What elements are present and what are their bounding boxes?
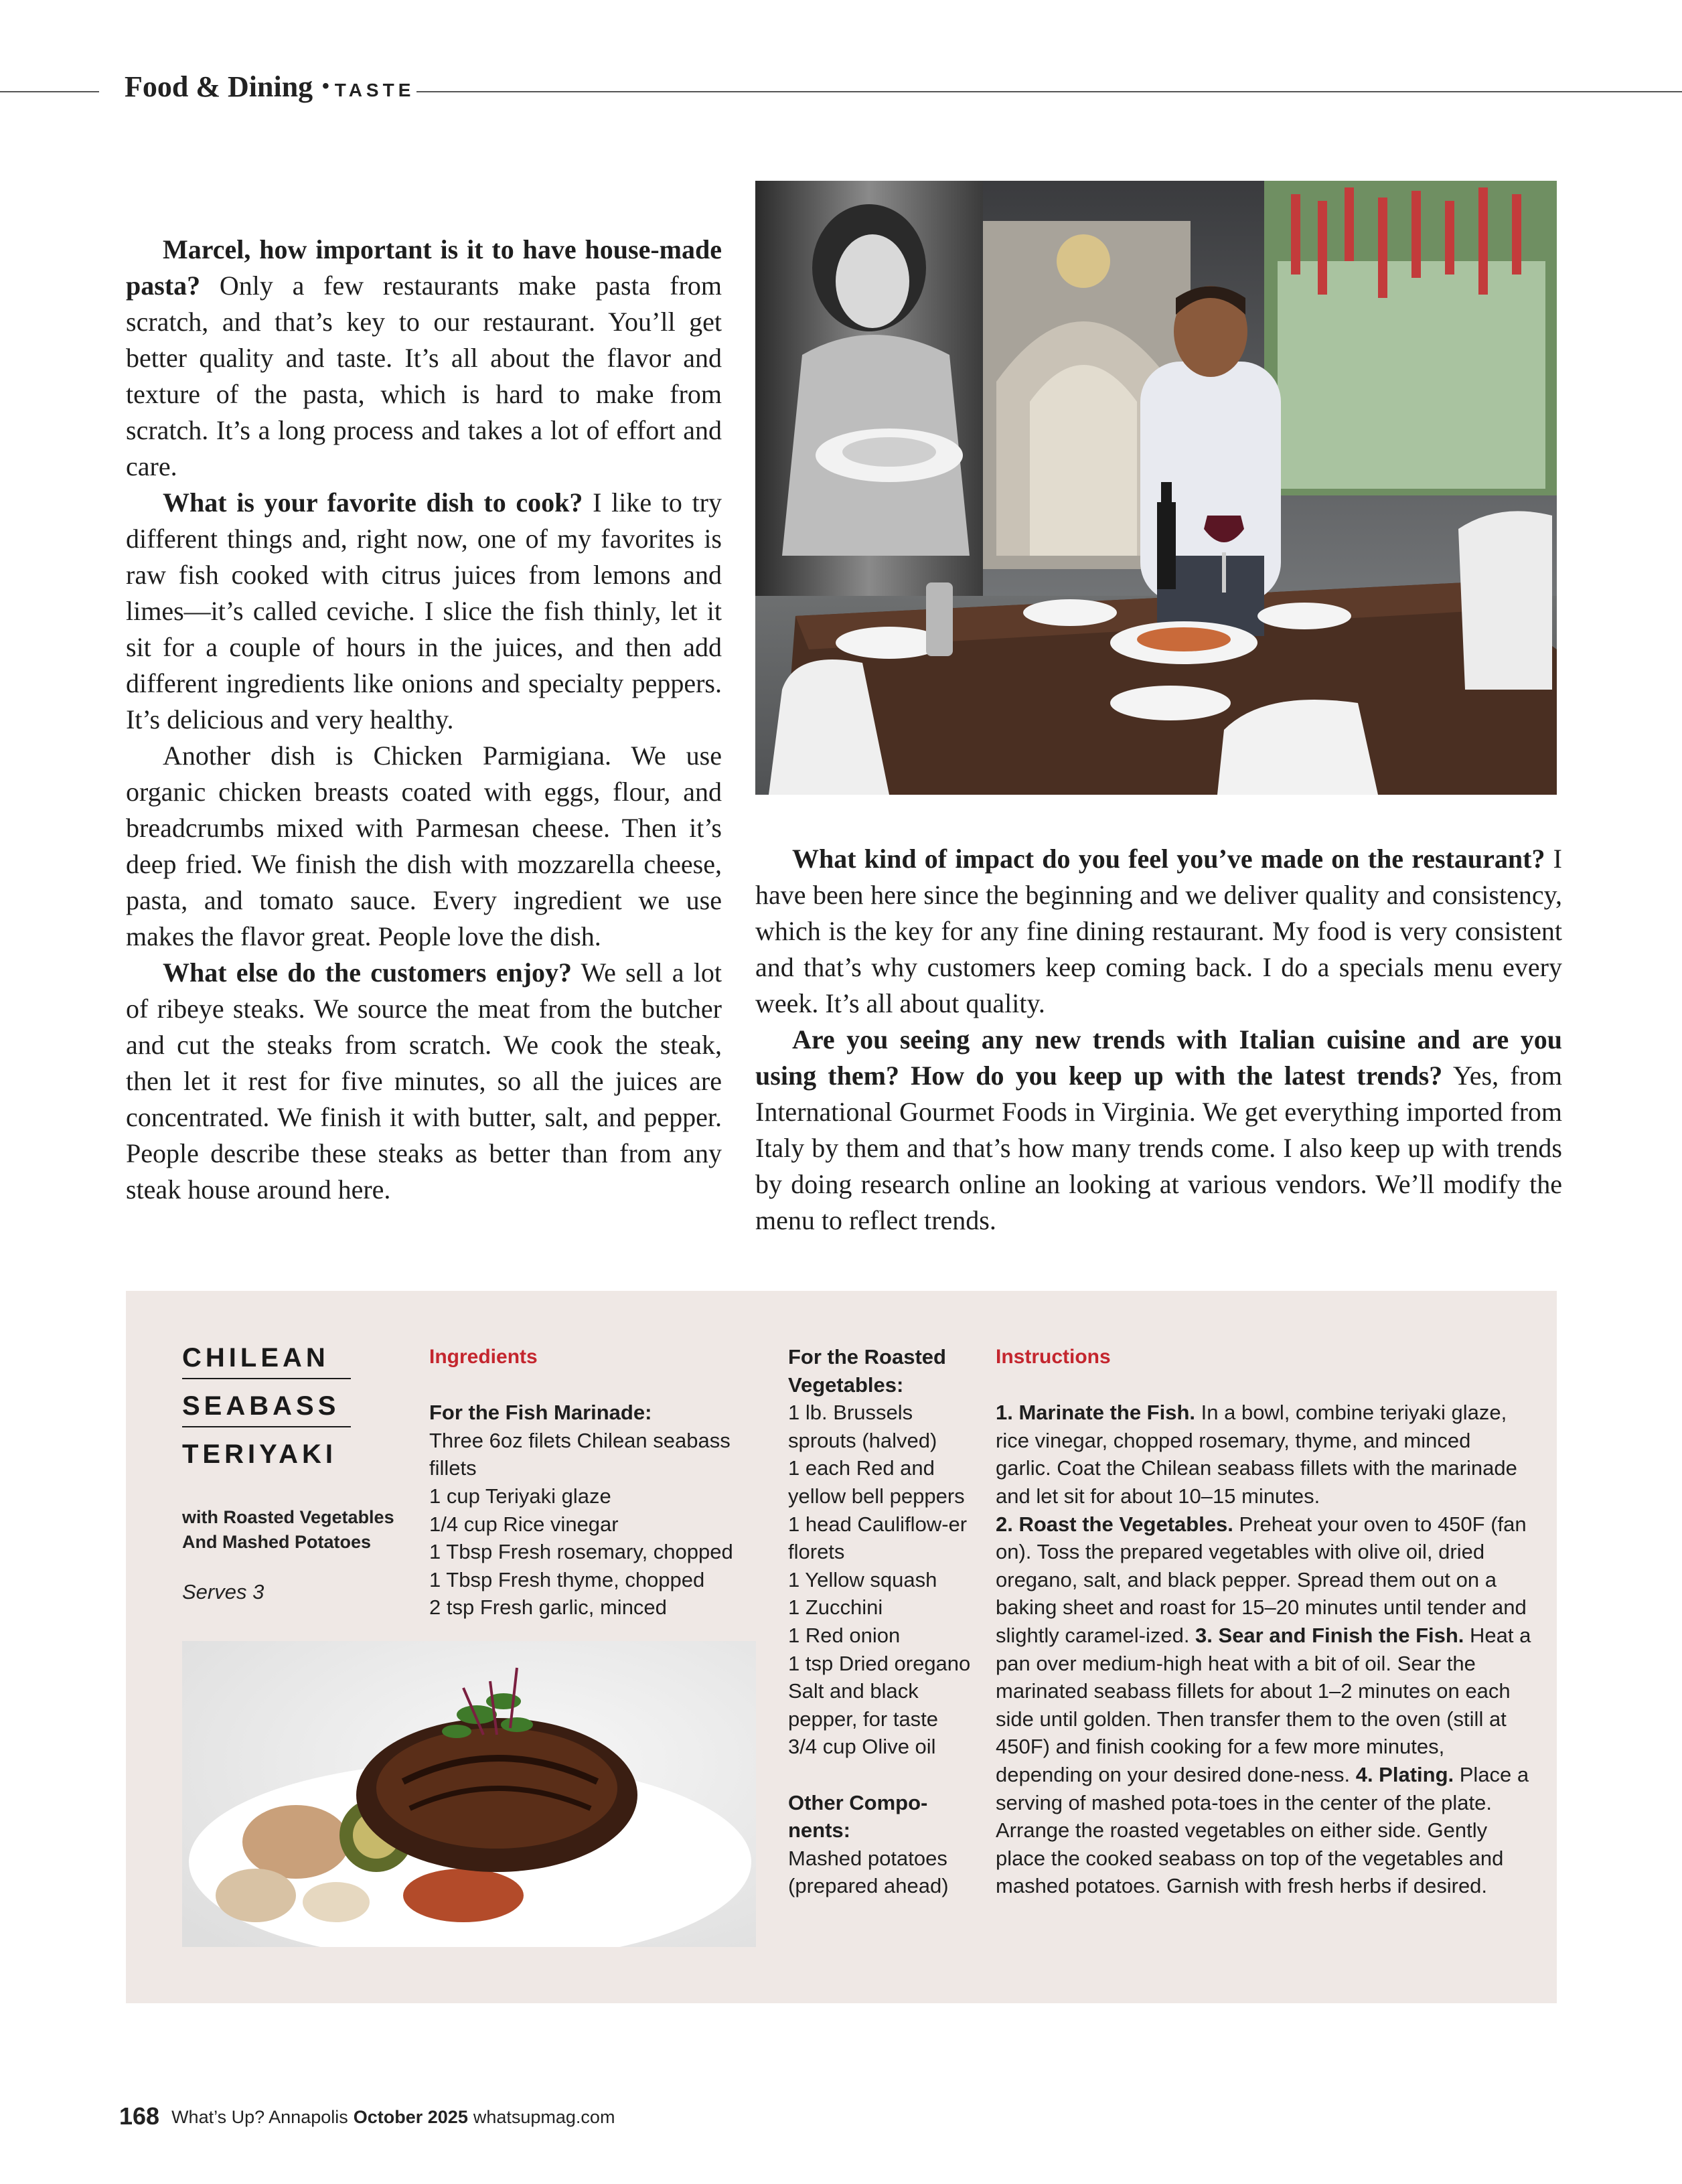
article-left-column [126, 232, 722, 1208]
recipe-title [182, 1342, 351, 1485]
ingredient-item: 1 Zucchini [788, 1595, 883, 1620]
chef-photo [755, 181, 1557, 795]
instructions-heading: Instructions [996, 1346, 1111, 1368]
instruction-text [996, 1399, 1531, 1900]
vegetables-column [788, 1343, 982, 1900]
ingredient-item: 1 Tbsp Fresh rosemary, chopped [429, 1540, 733, 1564]
subsection-name: TASTE [334, 80, 415, 100]
website-url: whatsupmag.com [473, 2107, 615, 2127]
publication-name: What’s Up? Annapolis [171, 2107, 348, 2127]
recipe-title-line: SEABASS [182, 1390, 351, 1427]
vegetables-heading: For the Roasted Vegetables: [788, 1345, 946, 1397]
question: Marcel, how important is it to have house-made pasta? [126, 234, 722, 301]
question: Are you seeing any new trends with Italian cuisine and are you using them? How do you keep up with the latest trends? [755, 1024, 1562, 1091]
article-right-column [755, 841, 1562, 1239]
ingredient-item: Salt and black pepper, for taste [788, 1679, 939, 1731]
paragraph [126, 232, 722, 485]
recipe-subtitle-line: And Mashed Potatoes [182, 1532, 372, 1552]
ingredients-heading: Ingredients [429, 1346, 538, 1368]
answer: I like to try different things and, right now, one of my favorites is raw fish cooked with citrus juices from lemons and limes—it’s called ceviche. I slice the fish thinly, let it sit for a couple of hours in the juices, and then add different ingredients like onions and specialty peppers. It’s delicious and very healthy. [126, 487, 722, 734]
section-name: Food & Dining [125, 70, 313, 103]
recipe-title-line: TERIYAKI [182, 1439, 337, 1469]
answer: We sell a lot of ribeye steaks. We source the meat from the butcher and cut the steaks from scratch. We cook the steak, then let it rest for five minutes, so all the juices are concentrated. We finish it with butter, salt, and pepper. People describe these steaks as better than from any steak house around here. [126, 957, 722, 1204]
ingredient-item: 1 Yellow squash [788, 1567, 937, 1591]
issue-date: October 2025 [353, 2107, 468, 2127]
step-title: 1. Marinate the Fish. [996, 1401, 1196, 1425]
recipe-subtitle-line: with Roasted Vegetables [182, 1507, 394, 1527]
question: What else do the customers enjoy? [163, 957, 572, 988]
paragraph [755, 841, 1562, 1022]
ingredient-item: 1 cup Teriyaki glaze [429, 1484, 611, 1508]
header-rule-left [0, 91, 99, 92]
instructions-column [996, 1343, 1531, 1900]
ingredient-item: 1 each Red and yellow bell peppers [788, 1456, 965, 1508]
answer: Only a few restaurants make pasta from scratch, and that’s key to our restaurant. You’ll get better quality and taste. It’s all about the flavor and texture of the pasta, which is hard to make from scratch. It’s a long process and takes a lot of effort and care. [126, 270, 722, 481]
ingredient-item: Three 6oz filets Chilean seabass fillets [429, 1428, 731, 1480]
marinade-heading: For the Fish Marinade: [429, 1401, 652, 1425]
recipe-serves: Serves 3 [182, 1580, 264, 1604]
seabass-dish-photo [182, 1641, 756, 1947]
answer: Another dish is Chicken Parmigiana. We use organic chicken breasts coated with eggs, flour, and breadcrumbs mixed with Parmesan cheese. Then it’s deep fried. We finish the dish with mozzarella cheese, pasta, and tomato sauce. Every ingredient we use makes the flavor great. People love the dish. [126, 740, 722, 951]
ingredient-item: 1 head Cauliflow-er florets [788, 1512, 968, 1564]
recipe-subtitle [182, 1505, 410, 1555]
section-header [125, 70, 414, 104]
question: What is your favorite dish to cook? [163, 487, 583, 518]
ingredient-item: 1 Red onion [788, 1623, 901, 1647]
question: What kind of impact do you feel you’ve made on the restaurant? [792, 844, 1545, 874]
header-rule-right [416, 91, 1682, 92]
ingredient-item: 1 tsp Dried oregano [788, 1651, 971, 1675]
step-text: In a bowl, combine teriyaki glaze, rice vinegar, chopped rosemary, thyme, and minced garlic. Coat the Chilean seabass fillets with the marinade and let sit for about 10–15 minutes. [996, 1401, 1517, 1508]
paragraph [126, 485, 722, 738]
recipe-title-line: CHILEAN [182, 1342, 351, 1379]
ingredient-item: 3/4 cup Olive oil [788, 1735, 936, 1759]
paragraph [126, 955, 722, 1208]
ingredient-item: Mashed potatoes (prepared ahead) [788, 1846, 949, 1898]
step-title: 4. Plating. [1355, 1762, 1454, 1786]
paragraph [126, 738, 722, 955]
step-text: Heat a pan over medium-high heat with a bit of oil. Sear the marinated seabass fillets for about 1–2 minutes on each side until golden. Then transfer them to the oven (still at 450F) and finish cooking for a few more minutes, depending on your desired done-ness. [996, 1623, 1531, 1786]
paragraph [755, 1022, 1562, 1239]
other-components-heading: Other Compo-nents: [788, 1790, 928, 1843]
ingredient-item: 1/4 cup Rice vinegar [429, 1512, 619, 1536]
page-footer [119, 2101, 615, 2129]
answer: Yes, from International Gourmet Foods in Virginia. We get everything imported from Italy by them and that’s how many trends come. I also keep up with trends by doing research online an looking at various vendors. We’ll modify the menu to reflect trends. [755, 1061, 1562, 1235]
step-title: 2. Roast the Vegetables. [996, 1512, 1233, 1536]
step-title: 3. Sear and Finish the Fish. [1195, 1623, 1464, 1647]
ingredient-item: 1 Tbsp Fresh thyme, chopped [429, 1567, 705, 1591]
answer: I have been here since the beginning and we deliver quality and consistency, which is the key for any fine dining restaurant. My food is very consistent and that’s why customers keep coming back. I do a specials menu every week. It’s all about quality. [755, 844, 1562, 1018]
ingredient-item: 2 tsp Fresh garlic, minced [429, 1595, 667, 1620]
ingredient-item: 1 lb. Brussels sprouts (halved) [788, 1401, 937, 1452]
ingredients-column [429, 1343, 771, 1622]
step-text: Preheat your oven to 450F (fan on). Toss the prepared vegetables with olive oil, dried oregano, salt, and black pepper. Spread them out on a baking sheet and roast for 15–20 minutes until tender and slightly caramel-ized. [996, 1512, 1527, 1647]
page-number: 168 [119, 2102, 160, 2130]
section-separator: • [322, 75, 329, 97]
step-text: Place a serving of mashed pota-toes in the center of the plate. Arrange the roasted vegetables on either side. Gently place the cooked seabass on top of the vegetables and mashed potatoes. Garnish with fresh herbs if desired. [996, 1762, 1529, 1898]
